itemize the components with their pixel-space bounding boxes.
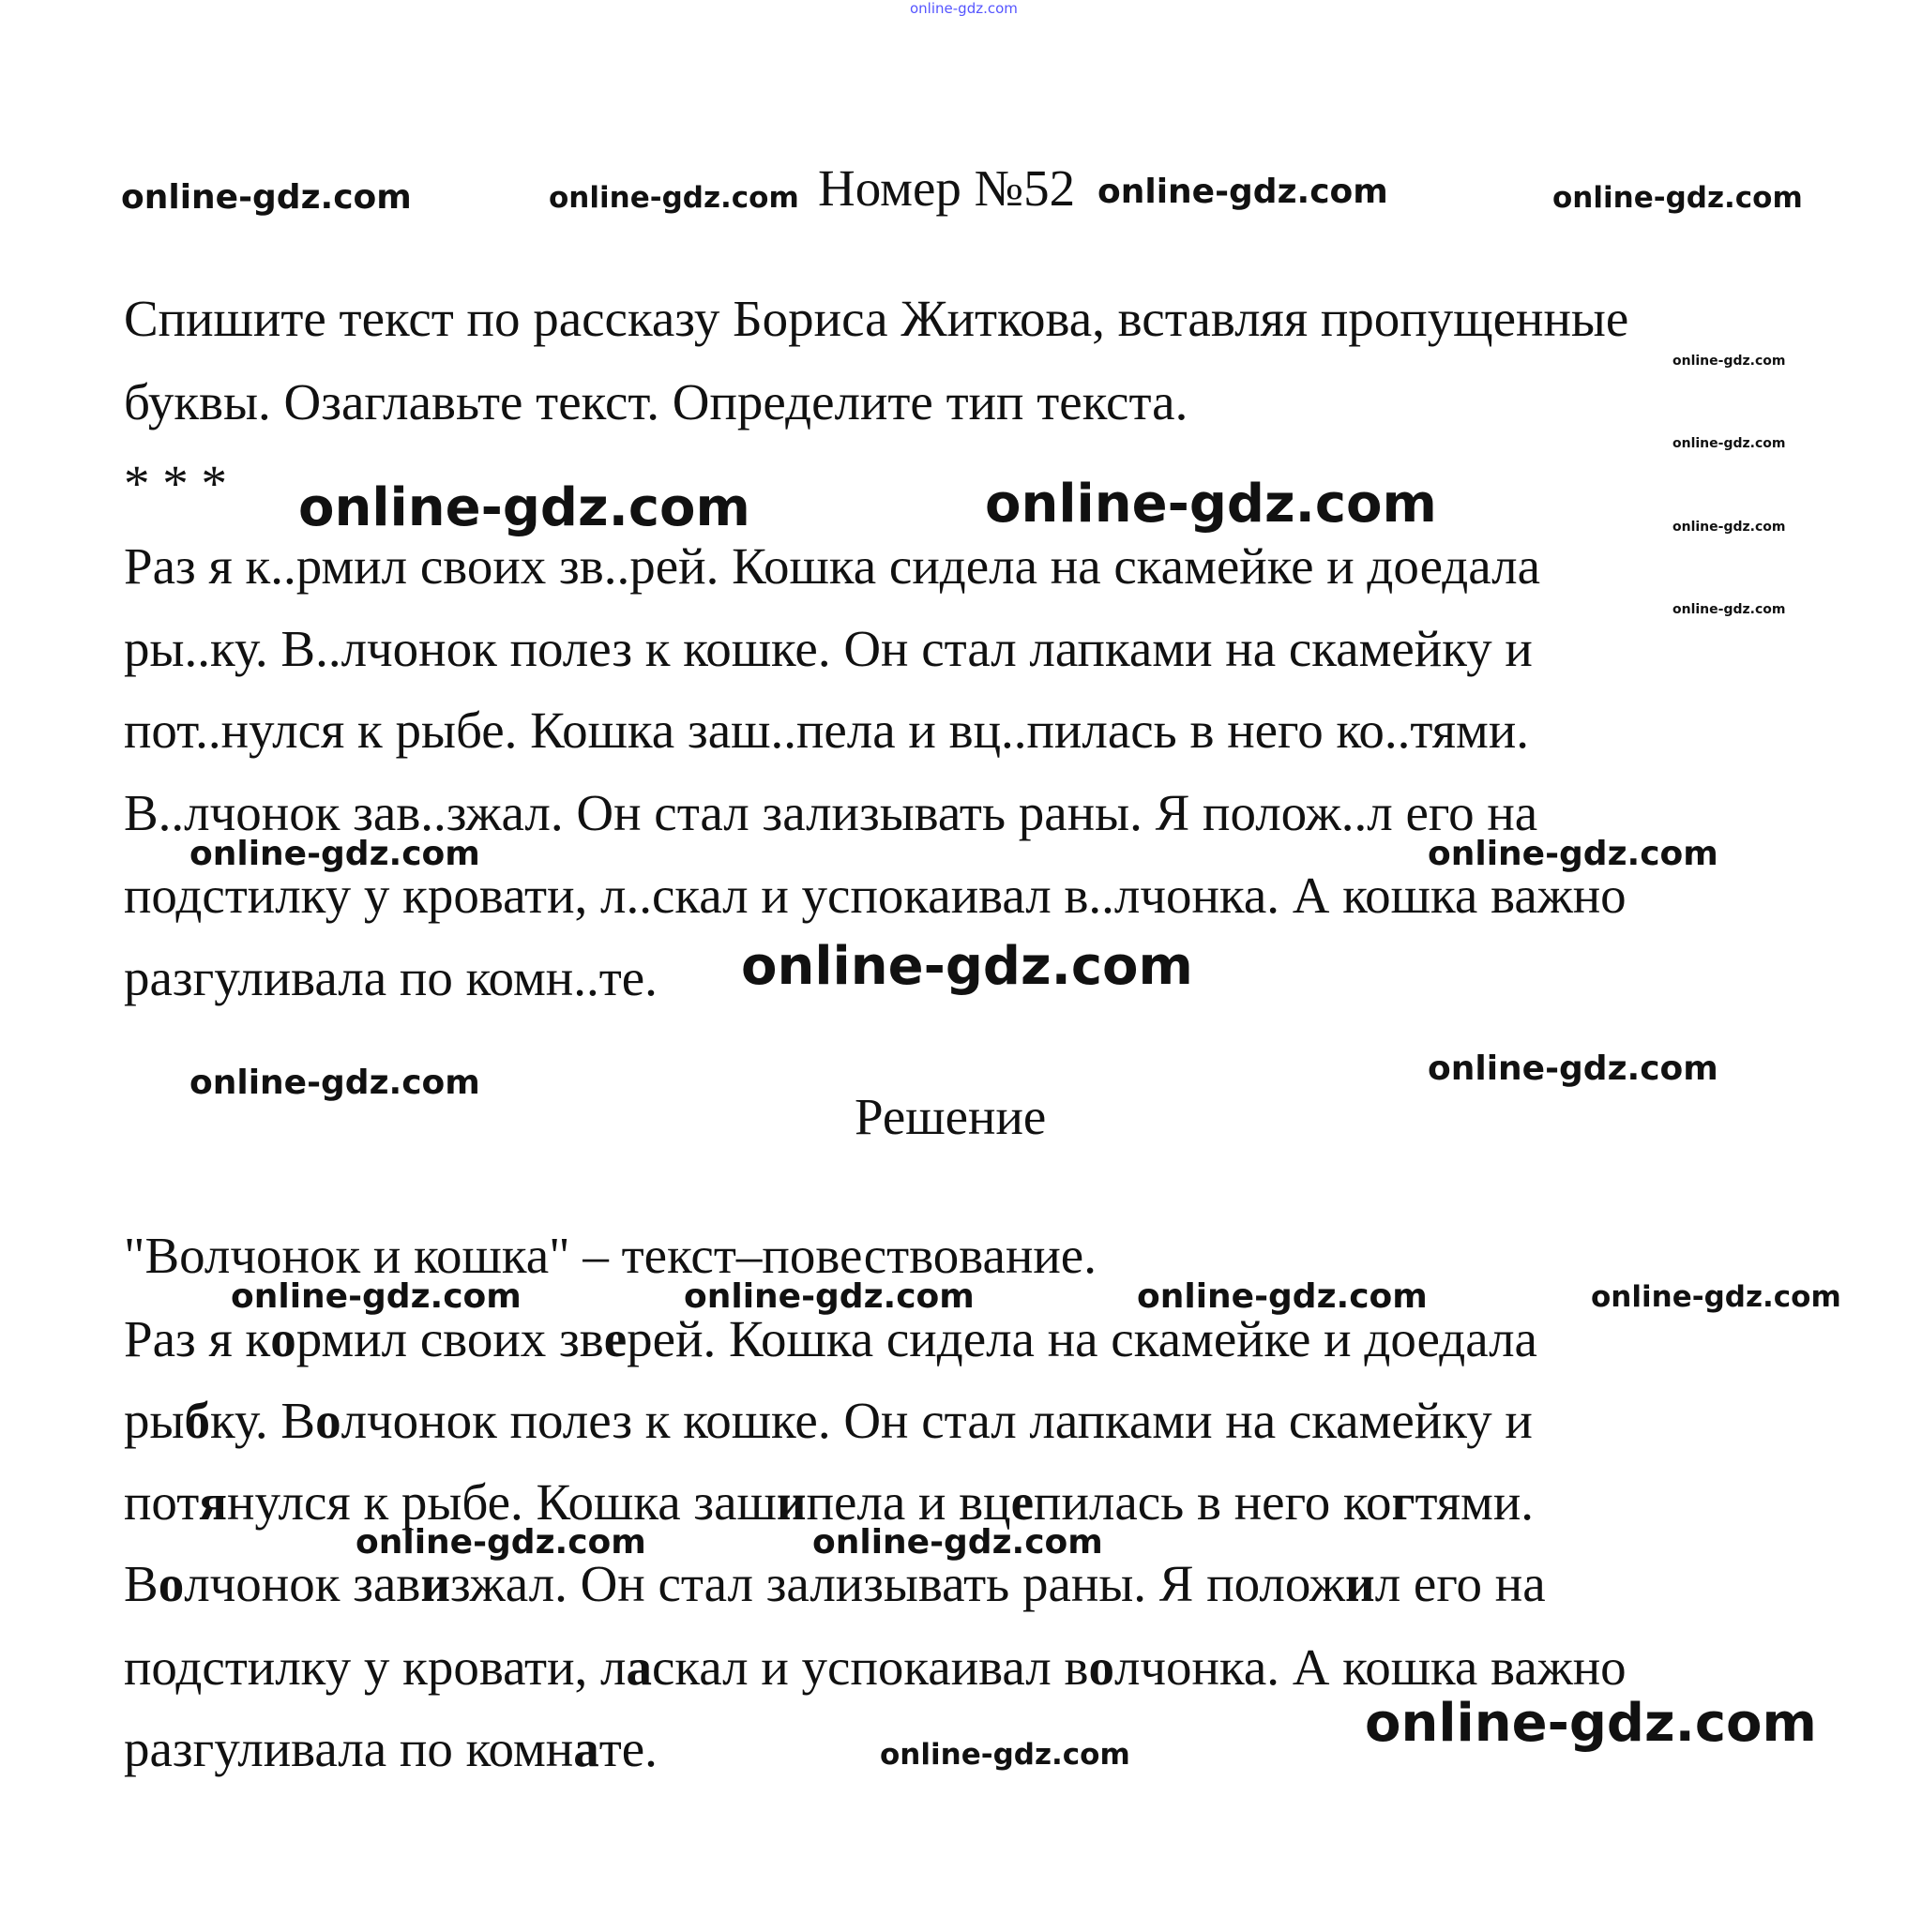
text-segment: зжал. Он стал зализывать раны. Я полож bbox=[450, 1555, 1346, 1612]
task-text-line: подстилку у кровати, л..скал и успокаивал в..лчонка. А кошка важно bbox=[124, 867, 1627, 924]
inserted-letter: г bbox=[1391, 1473, 1415, 1531]
watermark: online-gdz.com bbox=[1428, 835, 1718, 873]
text-segment: рей. Кошка сидела на скамейке и доедала bbox=[627, 1310, 1537, 1367]
watermark: online-gdz.com bbox=[684, 1277, 975, 1316]
text-segment: лчонка. А кошка важно bbox=[1113, 1638, 1627, 1696]
watermark: online-gdz.com bbox=[1591, 1280, 1841, 1314]
inserted-letter: о bbox=[158, 1555, 185, 1612]
text-segment: лчонок зав bbox=[184, 1555, 421, 1612]
watermark: online-gdz.com bbox=[121, 178, 412, 217]
task-text-line: пот..нулся к рыбе. Кошка заш..пела и вц..пилась в него ко..тями. bbox=[124, 702, 1529, 759]
watermark: online-gdz.com bbox=[741, 936, 1193, 997]
solution-title: "Волчонок и кошка" – текст–повествование. bbox=[124, 1227, 1097, 1284]
text-segment: пилась в него ко bbox=[1034, 1473, 1392, 1531]
task-line: буквы. Озаглавьте текст. Определите тип текста. bbox=[124, 373, 1188, 430]
inserted-letter: я bbox=[199, 1473, 228, 1531]
watermark: online-gdz.com bbox=[189, 1064, 480, 1102]
text-segment: лчонок полез к кошке. Он стал лапками на скамейку и bbox=[341, 1392, 1533, 1449]
inserted-letter: и bbox=[1345, 1555, 1375, 1612]
text-segment: тями. bbox=[1415, 1473, 1535, 1531]
watermark: online-gdz.com bbox=[549, 181, 799, 215]
page-title: Номер №52 bbox=[818, 159, 1076, 217]
solution-line bbox=[124, 1720, 658, 1777]
watermark: online-gdz.com bbox=[298, 477, 750, 538]
text-segment: ку. В bbox=[209, 1392, 316, 1449]
watermark: online-gdz.com bbox=[812, 1523, 1103, 1562]
stars: * * * bbox=[124, 455, 227, 512]
watermark: online-gdz.com bbox=[1428, 1049, 1718, 1088]
text-segment: подстилку у кровати, л bbox=[124, 1638, 627, 1696]
watermark: online-gdz.com bbox=[1672, 354, 1786, 369]
watermark: online-gdz.com bbox=[1672, 436, 1786, 451]
text-segment: рмил своих зв bbox=[295, 1310, 604, 1367]
watermark: online-gdz.com bbox=[231, 1277, 522, 1316]
text-segment: пела и вц bbox=[806, 1473, 1011, 1531]
text-segment: Раз я к bbox=[124, 1310, 271, 1367]
text-segment: В bbox=[124, 1555, 159, 1612]
inserted-letter: о bbox=[315, 1392, 341, 1449]
text-segment: те. bbox=[598, 1720, 658, 1777]
task-text-line: Раз я к..рмил своих зв..рей. Кошка сидела на скамейке и доедала bbox=[124, 537, 1541, 595]
watermark: online-gdz.com bbox=[910, 0, 1018, 17]
watermark: online-gdz.com bbox=[985, 474, 1437, 535]
inserted-letter: и bbox=[420, 1555, 451, 1612]
inserted-letter: о bbox=[270, 1310, 296, 1367]
solution-line bbox=[124, 1473, 1535, 1531]
text-segment: нулся к рыбе. Кошка заш bbox=[227, 1473, 777, 1531]
solution-line bbox=[124, 1638, 1627, 1696]
text-segment: скал и успокаивал в bbox=[651, 1638, 1089, 1696]
watermark: online-gdz.com bbox=[1672, 602, 1786, 617]
text-segment: пот bbox=[124, 1473, 200, 1531]
watermark: online-gdz.com bbox=[1672, 520, 1786, 535]
inserted-letter: и bbox=[776, 1473, 807, 1531]
watermark: online-gdz.com bbox=[880, 1738, 1130, 1772]
inserted-letter: б bbox=[184, 1392, 210, 1449]
solution-line bbox=[124, 1392, 1533, 1449]
watermark: online-gdz.com bbox=[189, 835, 480, 873]
solution-line bbox=[124, 1310, 1537, 1367]
inserted-letter: о bbox=[1088, 1638, 1114, 1696]
inserted-letter: а bbox=[573, 1720, 599, 1777]
watermark: online-gdz.com bbox=[1097, 173, 1388, 211]
inserted-letter: е bbox=[1010, 1473, 1035, 1531]
solution-line bbox=[124, 1555, 1546, 1612]
watermark: online-gdz.com bbox=[1552, 181, 1803, 215]
task-text-line: ры..ку. В..лчонок полез к кошке. Он стал лапками на скамейку и bbox=[124, 620, 1533, 677]
task-line: Спишите текст по рассказу Бориса Житкова, вставляя пропущенные bbox=[124, 290, 1629, 347]
watermark: online-gdz.com bbox=[356, 1523, 646, 1562]
watermark: online-gdz.com bbox=[1365, 1693, 1817, 1754]
text-segment: ры bbox=[124, 1392, 185, 1449]
inserted-letter: а bbox=[626, 1638, 652, 1696]
watermark: online-gdz.com bbox=[1137, 1277, 1428, 1316]
task-text-line: В..лчонок зав..зжал. Он стал зализывать раны. Я полож..л его на bbox=[124, 784, 1538, 841]
text-segment: разгуливала по комн bbox=[124, 1720, 574, 1777]
inserted-letter: е bbox=[603, 1310, 628, 1367]
solution-heading: Решение bbox=[855, 1088, 1047, 1145]
text-segment: л его на bbox=[1374, 1555, 1546, 1612]
task-text-line: разгуливала по комн..те. bbox=[124, 949, 658, 1006]
